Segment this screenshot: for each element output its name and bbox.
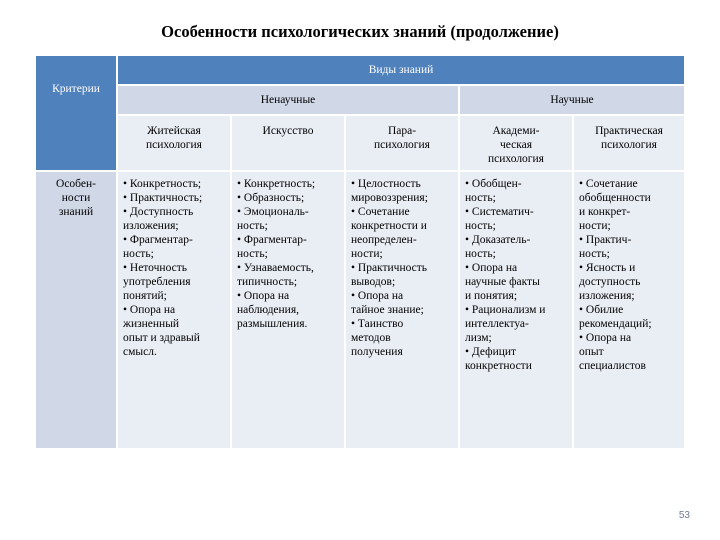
scientific-header [460, 86, 684, 114]
criteria-header [36, 56, 116, 170]
cell-line: • Доступность [123, 206, 194, 218]
cell-academic [460, 172, 572, 448]
cell-line: изложения; [579, 290, 635, 302]
row-header-line: Особен- [56, 178, 96, 190]
column-header-line: Практическая [595, 125, 663, 137]
column-header-line: психология [374, 139, 430, 151]
cell-line: ность; [465, 248, 496, 260]
cell-line: • Образность; [237, 192, 305, 204]
cell-art [232, 172, 344, 448]
types-header [118, 56, 684, 84]
cell-line: конкретности [465, 360, 532, 372]
cell-line: • Эмоциональ- [237, 206, 309, 218]
cell-line: • Опора на [465, 262, 518, 274]
page-number: 53 [678, 510, 690, 521]
cell-line: ности; [579, 220, 611, 232]
cell-line: и конкрет- [579, 206, 631, 218]
cell-line: • Опора на [123, 304, 176, 316]
cell-line: • Сочетание [351, 206, 410, 218]
cell-line: понятий; [123, 290, 167, 302]
cell-line: • Практичность [351, 262, 428, 274]
cell-line: • Обилие [579, 304, 624, 316]
column-header-line: психология [488, 153, 544, 165]
nonscientific-header [118, 86, 458, 114]
cell-line: мировоззрения; [351, 192, 428, 204]
criteria-label: Критерии [52, 83, 100, 95]
cell-line: • Опора на [237, 290, 290, 302]
row-header-features [36, 172, 116, 448]
cell-line: неопределен- [351, 234, 417, 246]
cell-line: • Сочетание [579, 178, 638, 190]
cell-line: ность; [465, 220, 496, 232]
cell-line: опыт [579, 346, 604, 358]
column-header-practical [574, 116, 684, 170]
cell-line: жизненный [123, 318, 180, 330]
cell-line: научные факты [465, 276, 540, 288]
cell-line: • Ясность и [579, 262, 636, 274]
cell-line: • Конкретность; [237, 178, 316, 190]
row-header-line: ности [61, 192, 91, 204]
column-header-parapsychology [346, 116, 458, 170]
cell-line: • Доказатель- [465, 234, 531, 246]
cell-line: • Целостность [351, 178, 421, 190]
column-header-line: психология [601, 139, 657, 151]
cell-line: доступность [579, 276, 641, 288]
row-header-line: знаний [58, 206, 94, 218]
cell-line: • Неточность [123, 262, 187, 274]
cell-line: ность; [123, 248, 154, 260]
page-title: Особенности психологических знаний (продолжение) [161, 22, 559, 41]
cell-line: смысл. [123, 346, 157, 358]
cell-line: размышления. [237, 318, 308, 330]
cell-line: • Систематич- [465, 206, 534, 218]
scientific-label: Научные [550, 94, 594, 106]
cell-line: получения [351, 346, 403, 358]
column-header-everyday [118, 116, 230, 170]
cell-line: • Фрагментар- [123, 234, 193, 246]
cell-line: и понятия; [465, 290, 518, 302]
cell-line: • Рационализм и [465, 304, 546, 316]
cell-line: наблюдения, [237, 304, 299, 316]
cell-line: обобщенности [579, 192, 651, 204]
cell-line: • Практич- [579, 234, 632, 246]
cell-line: выводов; [351, 276, 396, 288]
column-header-line: Академи- [492, 125, 540, 137]
column-header-art [232, 116, 344, 170]
column-header-line: Искусство [262, 125, 314, 137]
cell-line: ность; [579, 248, 610, 260]
cell-line: опыт и здравый [123, 332, 200, 344]
cell-line: конкретности и [351, 220, 427, 232]
cell-line: тайное знание; [351, 304, 424, 316]
cell-line: • Узнаваемость, [237, 262, 314, 274]
cell-parapsychology [346, 172, 458, 448]
nonscientific-label: Ненаучные [260, 94, 316, 106]
cell-everyday [118, 172, 230, 448]
cell-line: ность; [237, 220, 268, 232]
cell-line: • Опора на [351, 290, 404, 302]
cell-line: специалистов [579, 360, 646, 372]
column-header-academic [460, 116, 572, 170]
cell-line: методов [351, 332, 391, 344]
column-header-line: Житейская [147, 125, 201, 137]
cell-line: изложения; [123, 220, 179, 232]
cell-practical [574, 172, 684, 448]
cell-line: ность; [237, 248, 268, 260]
column-header-line: Пара- [387, 125, 417, 137]
cell-line: ности; [351, 248, 383, 260]
cell-line: • Обобщен- [465, 178, 522, 190]
cell-line: употребления [123, 276, 191, 288]
cell-line: интеллектуа- [465, 318, 529, 330]
cell-line: • Конкретность; [123, 178, 202, 190]
cell-line: • Фрагментар- [237, 234, 307, 246]
cell-line: • Опора на [579, 332, 632, 344]
column-header-line: ческая [499, 139, 533, 151]
cell-line: лизм; [465, 332, 492, 344]
types-label: Виды знаний [368, 64, 434, 76]
cell-line: рекомендаций; [579, 318, 652, 330]
cell-line: типичность; [237, 276, 298, 288]
cell-line: • Дефицит [465, 346, 517, 358]
cell-line: ность; [465, 192, 496, 204]
column-header-line: психология [146, 139, 202, 151]
cell-line: • Таинство [351, 318, 404, 330]
cell-line: • Практичность; [123, 192, 203, 204]
